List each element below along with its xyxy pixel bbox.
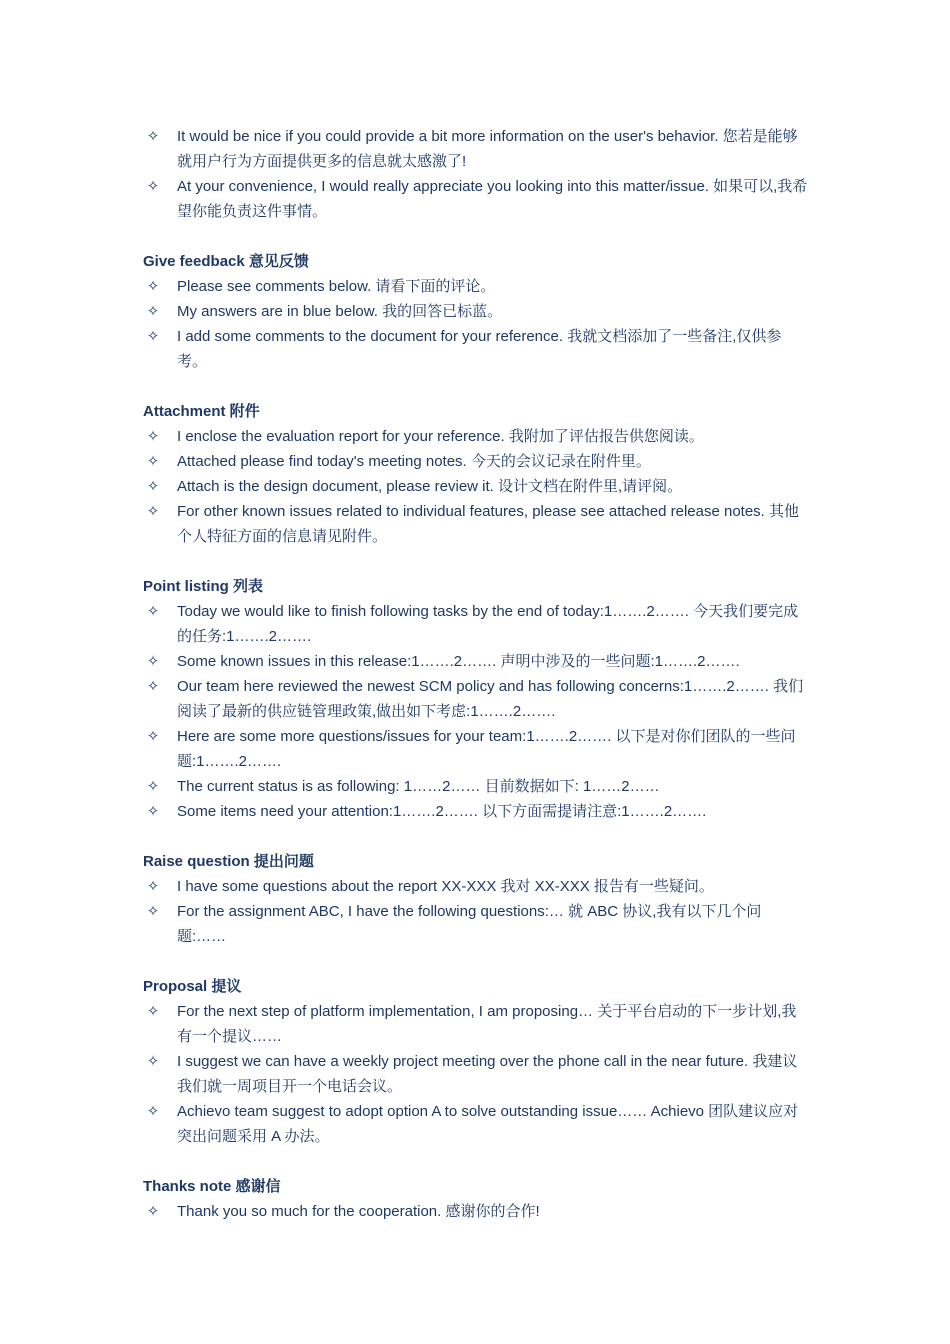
star-bullet-icon: ✧ [146, 602, 160, 620]
list-item: ✧ For the next step of platform implementation, I am proposing… 关于平台启动的下一步计划,我有一个提议…… [143, 999, 808, 1049]
section-heading: Attachment 附件 [143, 403, 260, 420]
star-bullet-icon: ✧ [146, 127, 160, 145]
list-item: ✧ Attach is the design document, please review it. 设计文档在附件里,请评阅。 [143, 474, 808, 499]
list-item: ✧ I add some comments to the document for your reference. 我就文档添加了一些备注,仅供参考。 [143, 324, 808, 374]
star-bullet-icon: ✧ [146, 477, 160, 495]
star-bullet-icon: ✧ [146, 1102, 160, 1120]
list-item: ✧ At your convenience, I would really appreciate you looking into this matter/issue. 如果可以,我希望你能负责这件事情。 [143, 174, 808, 224]
list-item: ✧ I enclose the evaluation report for your reference. 我附加了评估报告供您阅读。 [143, 424, 808, 449]
star-bullet-icon: ✧ [146, 652, 160, 670]
section-thanks-note [143, 1174, 808, 1224]
list-item: ✧ Thank you so much for the cooperation. 感谢你的合作! [143, 1199, 808, 1224]
list-item: ✧ Some known issues in this release:1…….2……. 声明中涉及的一些问题:1…….2……. [143, 649, 808, 674]
star-bullet-icon: ✧ [146, 302, 160, 320]
star-bullet-icon: ✧ [146, 902, 160, 920]
section-raise-question [143, 849, 808, 949]
section-heading: Raise question 提出问题 [143, 853, 314, 870]
star-bullet-icon: ✧ [146, 277, 160, 295]
document-page [143, 124, 808, 1224]
star-bullet-icon: ✧ [146, 777, 160, 795]
star-bullet-icon: ✧ [146, 1202, 160, 1220]
list-item: ✧ For other known issues related to individual features, please see attached release notes. 其他个人特征方面的信息请见附件。 [143, 499, 808, 549]
section-give-feedback [143, 249, 808, 374]
list-item: ✧ Attached please find today's meeting notes. 今天的会议记录在附件里。 [143, 449, 808, 474]
star-bullet-icon: ✧ [146, 427, 160, 445]
star-bullet-icon: ✧ [146, 177, 160, 195]
section-attachment [143, 399, 808, 549]
list-item: ✧ Here are some more questions/issues for your team:1…….2……. 以下是对你们团队的一些问题:1…….2……. [143, 724, 808, 774]
star-bullet-icon: ✧ [146, 502, 160, 520]
section-heading: Proposal 提议 [143, 978, 242, 995]
list-item: ✧ The current status is as following: 1……2…… 目前数据如下: 1……2…… [143, 774, 808, 799]
list-item: ✧ Some items need your attention:1…….2……. 以下方面需提请注意:1…….2……. [143, 799, 808, 824]
star-bullet-icon: ✧ [146, 677, 160, 695]
star-bullet-icon: ✧ [146, 452, 160, 470]
star-bullet-icon: ✧ [146, 1052, 160, 1070]
star-bullet-icon: ✧ [146, 1002, 160, 1020]
list-item: ✧ Achievo team suggest to adopt option A to solve outstanding issue…… Achievo 团队建议应对突出问题采用 A 办法。 [143, 1099, 808, 1149]
star-bullet-icon: ✧ [146, 802, 160, 820]
list-item: ✧ I suggest we can have a weekly project meeting over the phone call in the near future. 我建议我们就一周项目开一个电话会议。 [143, 1049, 808, 1099]
star-bullet-icon: ✧ [146, 727, 160, 745]
star-bullet-icon: ✧ [146, 327, 160, 345]
list-item: ✧ It would be nice if you could provide a bit more information on the user's behavior. 您若是能够就用户行为方面提供更多的信息就太感激了! [143, 124, 808, 174]
list-item: ✧ I have some questions about the report XX-XXX 我对 XX-XXX 报告有一些疑问。 [143, 874, 808, 899]
star-bullet-icon: ✧ [146, 877, 160, 895]
section-proposal [143, 974, 808, 1149]
section-heading: Point listing 列表 [143, 578, 263, 595]
list-item: ✧ For the assignment ABC, I have the following questions:… 就 ABC 协议,我有以下几个问题:…… [143, 899, 808, 949]
list-item: ✧ My answers are in blue below. 我的回答已标蓝。 [143, 299, 808, 324]
section-point-listing [143, 574, 808, 824]
list-item: ✧ Today we would like to finish following tasks by the end of today:1…….2……. 今天我们要完成的任务:1…….2……. [143, 599, 808, 649]
section-heading: Give feedback 意见反馈 [143, 253, 309, 270]
list-item: ✧ Please see comments below. 请看下面的评论。 [143, 274, 808, 299]
section-heading: Thanks note 感谢信 [143, 1178, 281, 1195]
section-intro [143, 124, 808, 224]
list-item: ✧ Our team here reviewed the newest SCM policy and has following concerns:1…….2……. 我们阅读了最新的供应链管理政策,做出如下考虑:1…….2……. [143, 674, 808, 724]
